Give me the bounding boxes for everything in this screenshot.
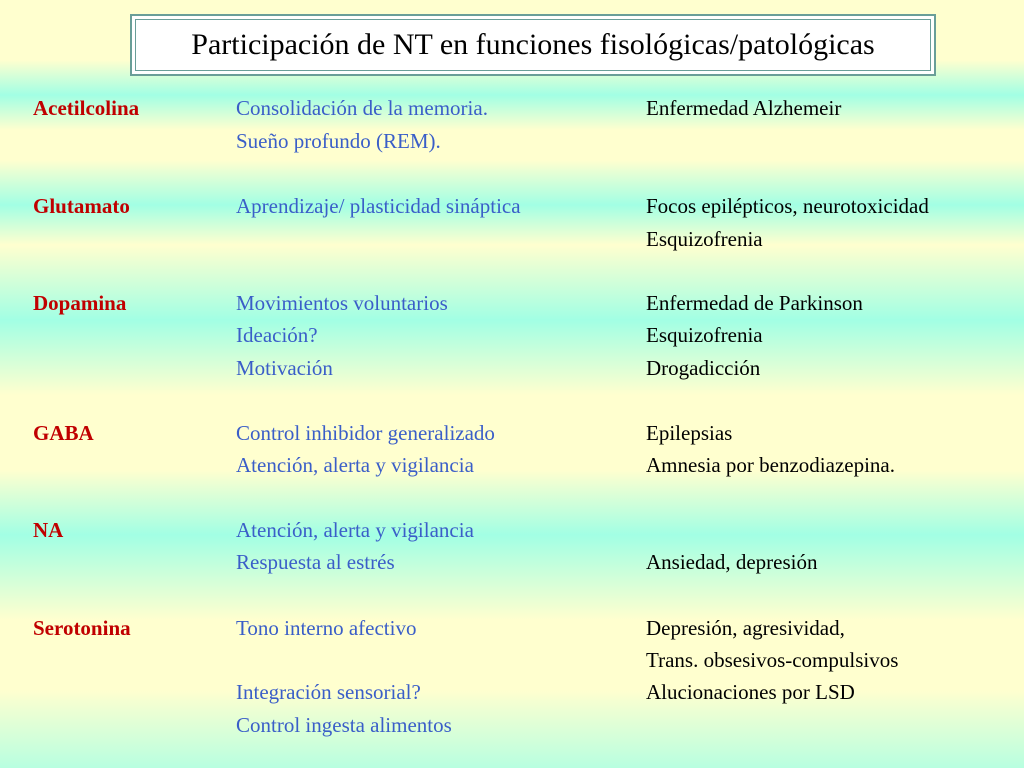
pathology-text: Trans. obsesivos-compulsivos bbox=[646, 648, 899, 672]
function-text: Respuesta al estrés bbox=[236, 550, 395, 574]
function-text: Ideación? bbox=[236, 323, 318, 347]
pathology-text: Ansiedad, depresión bbox=[646, 550, 818, 574]
function-text: Control inhibidor generalizado bbox=[236, 421, 495, 445]
function-text: Integración sensorial? bbox=[236, 680, 421, 704]
pathology-text: Enfermedad de Parkinson bbox=[646, 291, 863, 315]
neurotransmitter-gaba: GABA bbox=[33, 421, 94, 445]
function-text: Sueño profundo (REM). bbox=[236, 129, 441, 153]
pathology-text: Enfermedad Alzhemeir bbox=[646, 96, 842, 120]
pathology-text: Amnesia por benzodiazepina. bbox=[646, 453, 895, 477]
function-text: Control ingesta alimentos bbox=[236, 713, 452, 737]
slide-title: Participación de NT en funciones fisológicas/patológicas bbox=[191, 28, 875, 61]
pathology-text: Depresión, agresividad, bbox=[646, 616, 845, 640]
function-text: Consolidación de la memoria. bbox=[236, 96, 488, 120]
neurotransmitter-dopamina: Dopamina bbox=[33, 291, 127, 315]
function-text: Movimientos voluntarios bbox=[236, 291, 448, 315]
neurotransmitter-acetilcolina: Acetilcolina bbox=[33, 96, 140, 120]
pathology-text: Focos epilépticos, neurotoxicidad bbox=[646, 194, 929, 218]
title-inner-border bbox=[135, 19, 931, 71]
function-text: Tono interno afectivo bbox=[236, 616, 417, 640]
function-text: Motivación bbox=[236, 356, 333, 380]
title-box bbox=[130, 14, 936, 76]
neurotransmitter-serotonina: Serotonina bbox=[33, 616, 131, 640]
pathology-text: Esquizofrenia bbox=[646, 323, 763, 347]
function-text: Atención, alerta y vigilancia bbox=[236, 453, 474, 477]
function-text: Aprendizaje/ plasticidad sináptica bbox=[236, 194, 521, 218]
pathology-text: Esquizofrenia bbox=[646, 227, 763, 251]
pathology-text: Drogadicción bbox=[646, 356, 761, 380]
function-text: Atención, alerta y vigilancia bbox=[236, 518, 474, 542]
pathology-text: Epilepsias bbox=[646, 421, 733, 445]
pathology-text: Alucionaciones por LSD bbox=[646, 680, 855, 704]
neurotransmitter-glutamato: Glutamato bbox=[33, 194, 130, 218]
neurotransmitter-na: NA bbox=[33, 518, 64, 542]
